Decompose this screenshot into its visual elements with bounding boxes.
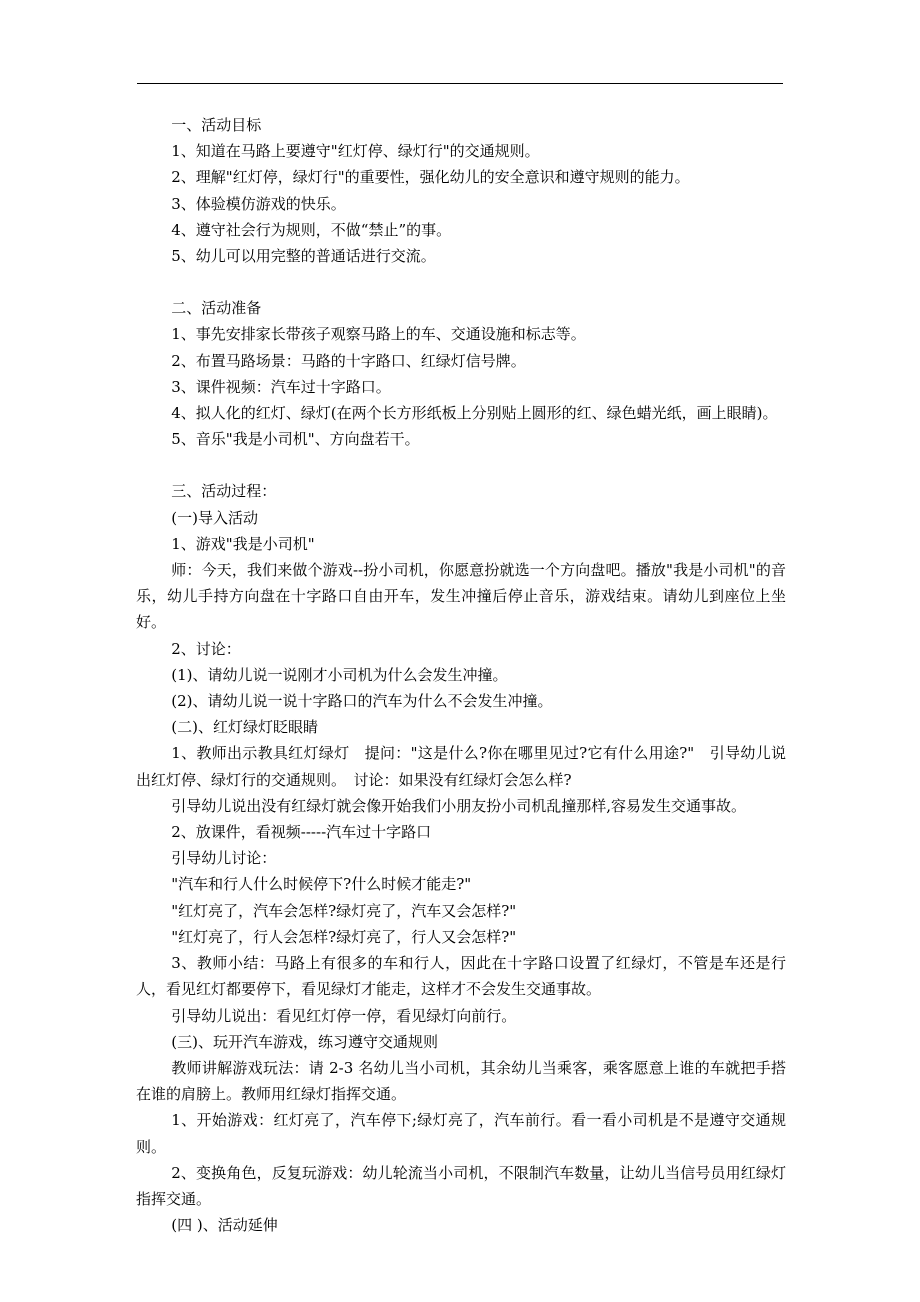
process-paragraph: (四 )、活动延伸 <box>171 1216 278 1235</box>
process-paragraph: 引导幼儿说出没有红绿灯就会像开始我们小朋友扮小司机乱撞那样,容易发生交通事故。 <box>171 796 747 815</box>
header-rule <box>137 83 783 84</box>
process-paragraph: 2、变换角色，反复玩游戏：幼儿轮流当小司机，不限制汽车数量，让幼儿当信号员用红绿灯指挥交通。 <box>136 1163 786 1208</box>
process-paragraph: (三)、玩开汽车游戏，练习遵守交通规则 <box>171 1032 438 1051</box>
section-gap <box>136 269 786 295</box>
preparation-item: 4、拟人化的红灯、绿灯(在两个长方形纸板上分别贴上圆形的红、绿色蜡光纸，画上眼睛)。 <box>171 404 778 423</box>
process-paragraph: 1、教师出示教具红灯绿灯 提问："这是什么?你在哪里见过?它有什么用途?" 引导幼儿说出红灯停、绿灯行的交通规则。 讨论：如果没有红绿灯会怎么样? <box>136 744 786 789</box>
process-paragraph: (二)、红灯绿灯眨眼睛 <box>171 718 318 737</box>
preparation-item: 5、音乐"我是小司机"、方向盘若干。 <box>171 430 420 449</box>
process-paragraph: 引导幼儿讨论： <box>171 849 277 868</box>
process-paragraph: (1)、请幼儿说一说刚才小司机为什么会发生冲撞。 <box>171 665 508 684</box>
goal-item: 2、理解"红灯停，绿灯行"的重要性，强化幼儿的安全意识和遵守规则的能力。 <box>171 168 690 187</box>
goal-item: 3、体验模仿游戏的快乐。 <box>171 194 346 213</box>
preparation-item: 3、课件视频：汽车过十字路口。 <box>171 377 391 396</box>
process-paragraph: 引导幼儿说出：看见红灯停一停，看见绿灯向前行。 <box>171 1006 517 1025</box>
process-paragraph: "汽车和行人什么时候停下?什么时候才能走?" <box>171 875 472 894</box>
preparation-item: 2、布置马路场景：马路的十字路口、红绿灯信号牌。 <box>171 351 526 370</box>
section-heading-goals: 一、活动目标 <box>171 116 262 134</box>
section-heading-process: 三、活动过程： <box>171 482 277 501</box>
process-paragraph: (2)、请幼儿说一说十字路口的汽车为什么不会发生冲撞。 <box>171 692 553 711</box>
process-paragraph: "红灯亮了，汽车会怎样?绿灯亮了，汽车又会怎样?" <box>171 901 517 920</box>
process-paragraph: 1、游戏"我是小司机" <box>171 534 315 553</box>
document-body <box>136 112 786 1238</box>
preparation-item: 1、事先安排家长带孩子观察马路上的车、交通设施和标志等。 <box>171 325 586 344</box>
process-paragraph: 2、放课件，看视频-----汽车过十字路口 <box>171 823 432 842</box>
section-heading-preparation: 二、活动准备 <box>171 299 262 318</box>
process-paragraph: "红灯亮了，行人会怎样?绿灯亮了，行人又会怎样?" <box>171 927 517 946</box>
section-gap <box>136 452 786 478</box>
goal-item: 1、知道在马路上要遵守"红灯停、绿灯行"的交通规则。 <box>171 142 540 161</box>
process-paragraph: 2、讨论： <box>171 639 241 658</box>
goal-item: 4、遵守社会行为规则，不做“禁止”的事。 <box>171 220 452 239</box>
process-paragraph: 教师讲解游戏玩法：请 2-3 名幼儿当小司机，其余幼儿当乘客，乘客愿意上谁的车就把手搭在谁的肩膀上。教师用红绿灯指挥交通。 <box>136 1058 786 1104</box>
process-paragraph: (一)导入活动 <box>171 508 258 527</box>
process-paragraph: 师：今天，我们来做个游戏--扮小司机，你愿意扮就选一个方向盘吧。播放"我是小司机"的音乐，幼儿手持方向盘在十字路口自由开车，发生冲撞后停止音乐，游戏结束。请幼儿到座位上坐好。 <box>136 561 786 632</box>
process-paragraph: 1、开始游戏：红灯亮了，汽车停下;绿灯亮了，汽车前行。看一看小司机是不是遵守交通规则。 <box>136 1111 786 1156</box>
process-paragraph: 3、教师小结：马路上有很多的车和行人，因此在十字路口设置了红绿灯，不管是车还是行人，看见红灯都要停下，看见绿灯才能走，这样才不会发生交通事故。 <box>136 954 786 999</box>
goal-item: 5、幼儿可以用完整的普通话进行交流。 <box>171 247 436 266</box>
